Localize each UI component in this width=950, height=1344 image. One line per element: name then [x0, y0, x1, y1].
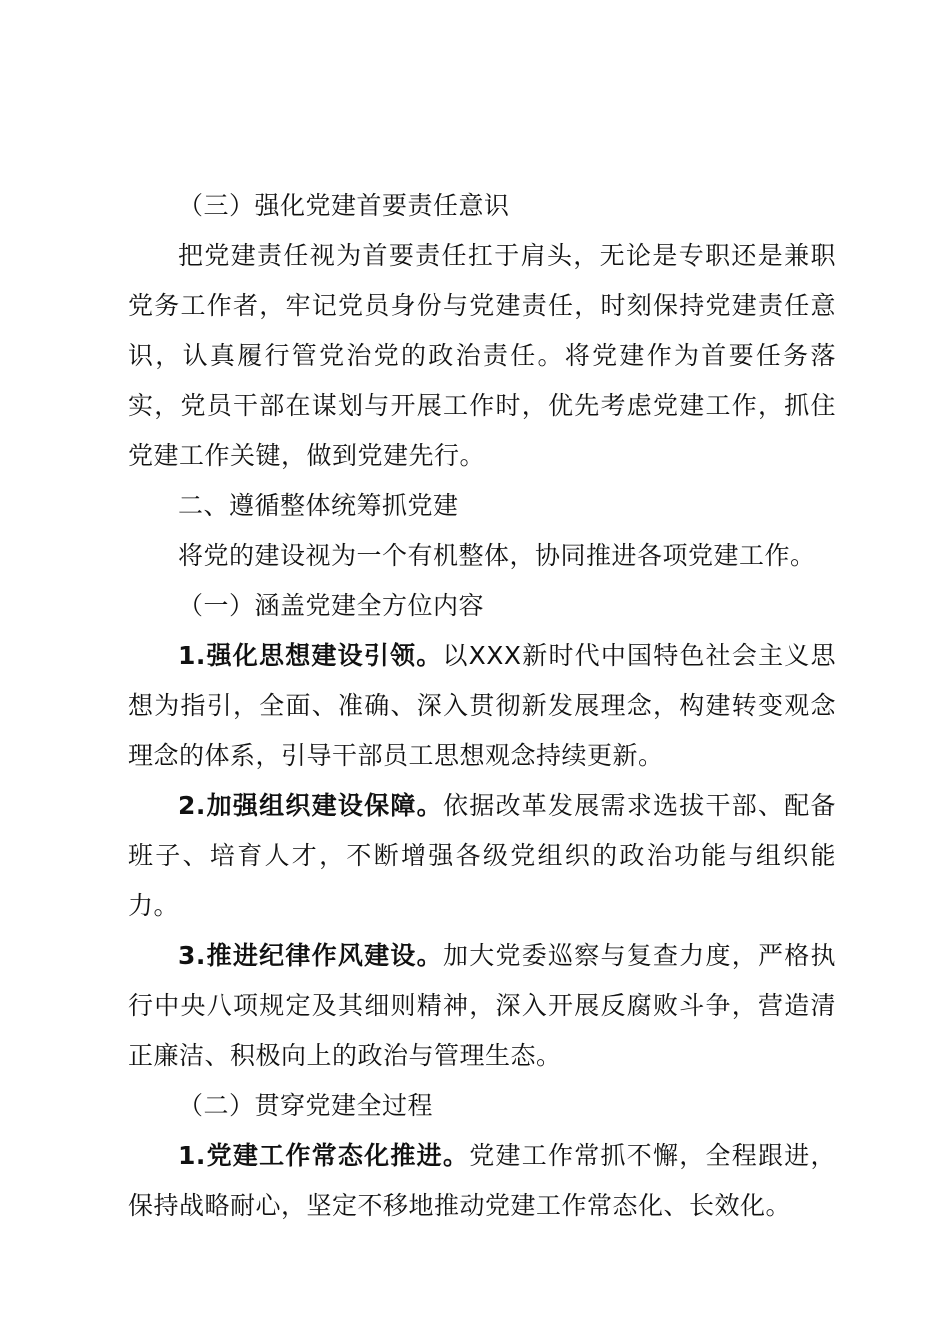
- paragraph-organizational-building: [128, 781, 836, 931]
- item-lead-discipline: 3.推进纪律作风建设。: [178, 941, 443, 970]
- item-text-ideological: 以XXX新时代中国特色社会主义思想为指引，全面、准确、深入贯彻新发展理念，构建转变观念理念的体系，引导干部员工思想观念持续更新。: [128, 641, 836, 770]
- item-lead-ideological: 1.强化思想建设引领。: [178, 641, 443, 670]
- document-body: [128, 181, 836, 1231]
- item-text-normalized: 党建工作常抓不懈，全程跟进，保持战略耐心，坚定不移地推动党建工作常态化、长效化。: [128, 1141, 836, 1220]
- paragraph-normalized-work: [128, 1131, 836, 1231]
- paragraph-discipline-building: [128, 931, 836, 1081]
- paragraph-ideological-building: [128, 631, 836, 781]
- item-text-organizational: 依据改革发展需求选拔干部、配备班子、培育人才，不断增强各级党组织的政治功能与组织能力。: [128, 791, 836, 920]
- subheading-strengthen-responsibility: （三）强化党建首要责任意识: [178, 191, 510, 220]
- item-lead-normalized: 1.党建工作常态化推进。: [178, 1141, 470, 1170]
- paragraph-section-intro: 将党的建设视为一个有机整体，协同推进各项党建工作。: [178, 541, 816, 570]
- item-lead-organizational: 2.加强组织建设保障。: [178, 791, 443, 820]
- subheading-all-round-content: （一）涵盖党建全方位内容: [178, 591, 485, 620]
- item-text-discipline: 加大党委巡察与复查力度，严格执行中央八项规定及其细则精神，深入开展反腐败斗争，营造清正廉洁、积极向上的政治与管理生态。: [128, 941, 836, 1070]
- section-title-overall-planning: 二、遵循整体统筹抓党建: [178, 491, 459, 520]
- subheading-whole-process: （二）贯穿党建全过程: [178, 1091, 434, 1120]
- paragraph-responsibility: 把党建责任视为首要责任扛于肩头，无论是专职还是兼职党务工作者，牢记党员身份与党建责任，时刻保持党建责任意识，认真履行管党治党的政治责任。将党建作为首要任务落实，党员干部在谋划与开展工作时，优先考虑党建工作，抓住党建工作关键，做到党建先行。: [128, 241, 836, 470]
